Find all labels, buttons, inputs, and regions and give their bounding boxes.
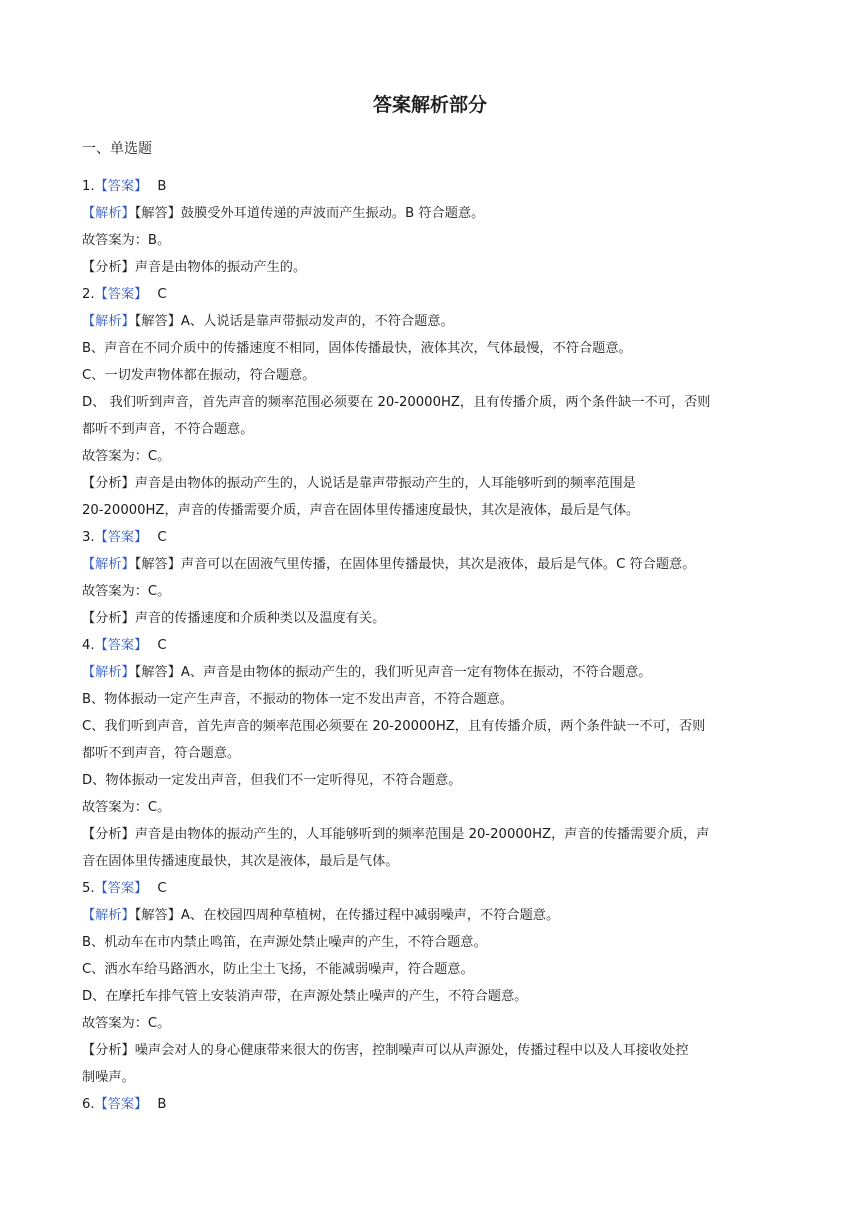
analysis-tag: 【解析】 — [82, 314, 135, 329]
analysis-summary-line: 【分析】噪声会对人的身心健康带来很大的伤害，控制噪声可以从声源处，传播过程中以及人耳接收处控 — [82, 1043, 689, 1058]
answer-line — [82, 875, 782, 902]
answer-value: C — [157, 287, 167, 302]
option-line: C、洒水车给马路洒水，防止尘土飞扬，不能减弱噪声，符合题意。 — [82, 962, 474, 977]
analysis-summary-line: 【分析】声音是由物体的振动产生的。 — [82, 260, 307, 275]
analysis-tag: 【解析】 — [82, 557, 135, 572]
answer-line — [82, 632, 782, 659]
answer-value: B — [157, 179, 167, 194]
answer-value: C — [157, 881, 167, 896]
option-line: D、 我们听到声音，首先声音的频率范围必须要在 20-20000HZ，且有传播介质，两个条件缺一不可，否则 — [82, 395, 711, 410]
option-line: 都听不到声音，不符合题意。 — [82, 422, 254, 437]
analysis-summary-line: 音在固体里传播速度最快，其次是液体，最后是气体。 — [82, 854, 399, 869]
conclusion-line: 故答案为：B。 — [82, 233, 171, 248]
answer-line — [82, 1091, 782, 1118]
option-line: C、一切发声物体都在振动，符合题意。 — [82, 368, 316, 383]
answer-tag: 【答案】 — [94, 638, 148, 653]
analysis-line — [82, 200, 782, 227]
analysis-summary-line: 20-20000HZ，声音的传播需要介质，声音在固体里传播速度最快，其次是液体，最后是气体。 — [82, 503, 640, 518]
answer-tag: 【答案】 — [94, 530, 148, 545]
answer-line — [82, 524, 782, 551]
answer-tag: 【答案】 — [94, 179, 148, 194]
answer-tag: 【答案】 — [94, 1097, 148, 1112]
solution-text: 【解答】A、人说话是靠声带振动发声的，不符合题意。 — [134, 314, 454, 329]
solution-text: 【解答】声音可以在固液气里传播，在固体里传播最快，其次是液体，最后是气体。C 符合题意。 — [134, 557, 696, 572]
answer-value: C — [157, 638, 167, 653]
solution-text: 【解答】鼓膜受外耳道传递的声波而产生振动。B 符合题意。 — [134, 206, 485, 221]
question-number: 1. — [82, 179, 95, 194]
option-line: 都听不到声音，符合题意。 — [82, 746, 241, 761]
analysis-tag: 【解析】 — [82, 908, 135, 923]
option-line: C、我们听到声音，首先声音的频率范围必须要在 20-20000HZ，且有传播介质，两个条件缺一不可，否则 — [82, 719, 706, 734]
analysis-line — [82, 902, 782, 929]
conclusion-line: 故答案为：C。 — [82, 800, 171, 815]
option-line: D、物体振动一定发出声音，但我们不一定听得见，不符合题意。 — [82, 773, 462, 788]
analysis-line — [82, 659, 782, 686]
question-number: 3. — [82, 530, 95, 545]
answer-value: C — [157, 530, 167, 545]
section-heading: 一、单选题 — [82, 141, 152, 157]
analysis-line — [82, 308, 782, 335]
option-line: B、机动车在市内禁止鸣笛，在声源处禁止噪声的产生，不符合题意。 — [82, 935, 487, 950]
analysis-summary-line: 【分析】声音的传播速度和介质种类以及温度有关。 — [82, 611, 386, 626]
analysis-line — [82, 551, 782, 578]
answer-tag: 【答案】 — [94, 287, 148, 302]
analysis-tag: 【解析】 — [82, 665, 135, 680]
conclusion-line: 故答案为：C。 — [82, 449, 171, 464]
answer-tag: 【答案】 — [94, 881, 148, 896]
option-line: B、声音在不同介质中的传播速度不相同，固体传播最快，液体其次，气体最慢，不符合题意。 — [82, 341, 632, 356]
answer-list — [82, 173, 782, 1118]
analysis-tag: 【解析】 — [82, 206, 135, 221]
analysis-summary-line: 【分析】声音是由物体的振动产生的，人说话是靠声带振动产生的，人耳能够听到的频率范围是 — [82, 476, 636, 491]
answer-value: B — [157, 1097, 167, 1112]
conclusion-line: 故答案为：C。 — [82, 584, 171, 599]
question-number: 5. — [82, 881, 95, 896]
answer-line — [82, 281, 782, 308]
solution-text: 【解答】A、声音是由物体的振动产生的，我们听见声音一定有物体在振动，不符合题意。 — [134, 665, 652, 680]
question-number: 6. — [82, 1097, 95, 1112]
option-line: B、物体振动一定产生声音，不振动的物体一定不发出声音，不符合题意。 — [82, 692, 514, 707]
answer-line — [82, 173, 782, 200]
solution-text: 【解答】A、在校园四周种草植树，在传播过程中减弱噪声，不符合题意。 — [134, 908, 560, 923]
option-line: D、在摩托车排气管上安装消声带，在声源处禁止噪声的产生，不符合题意。 — [82, 989, 528, 1004]
question-number: 4. — [82, 638, 95, 653]
analysis-summary-line: 制噪声。 — [82, 1070, 135, 1085]
conclusion-line: 故答案为：C。 — [82, 1016, 171, 1031]
question-number: 2. — [82, 287, 95, 302]
page-title: 答案解析部分 — [372, 94, 487, 116]
analysis-summary-line: 【分析】声音是由物体的振动产生的，人耳能够听到的频率范围是 20-20000HZ，声音的传播需要介质，声 — [82, 827, 710, 842]
